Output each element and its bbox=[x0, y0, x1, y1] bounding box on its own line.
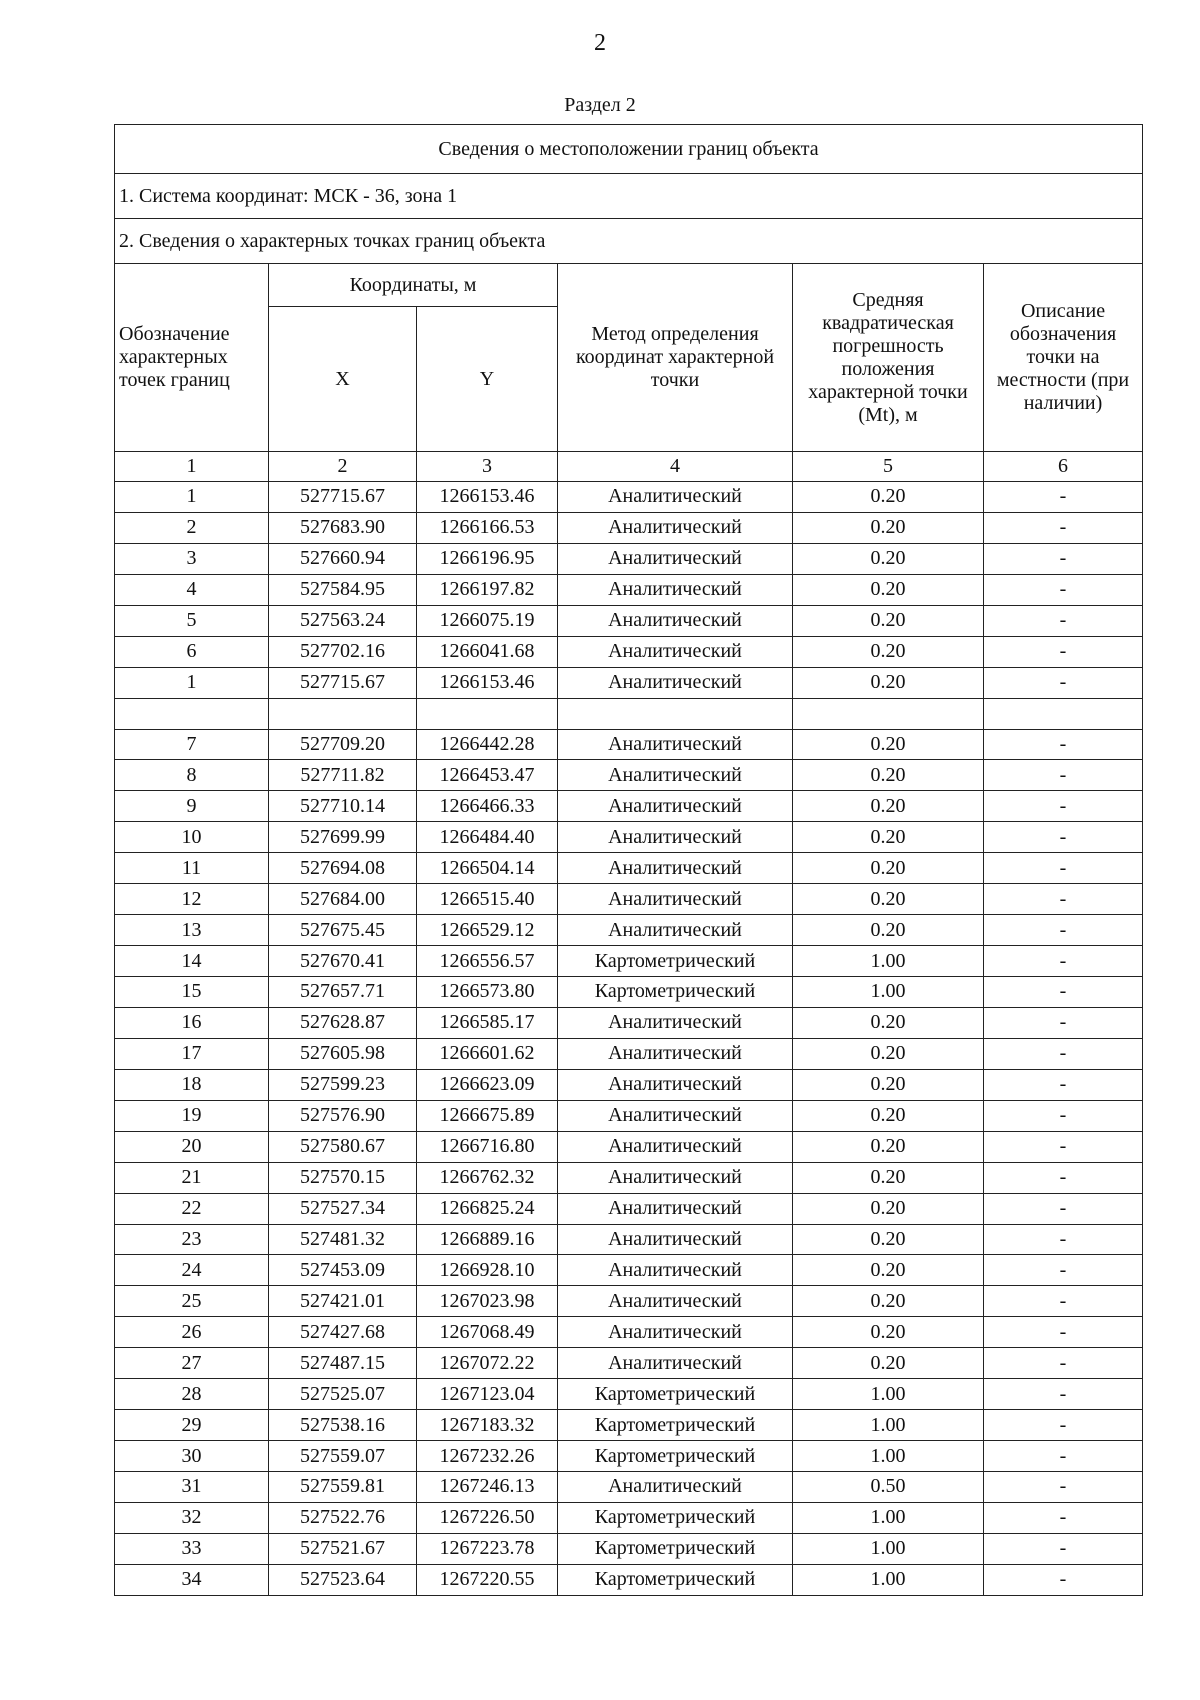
header-row-1 bbox=[115, 264, 1143, 307]
header-description: Описание обозначения точки на местности (при наличии) bbox=[984, 264, 1143, 452]
point-id-cell: 22 bbox=[115, 1193, 269, 1224]
point-id-cell: 6 bbox=[115, 636, 269, 667]
accuracy-cell: 0.20 bbox=[793, 512, 984, 543]
method-cell: Картометрический bbox=[558, 1502, 793, 1533]
table-row bbox=[115, 853, 1143, 884]
table-row bbox=[115, 1348, 1143, 1379]
y-coord-cell: 1266466.33 bbox=[417, 791, 558, 822]
method-cell: Аналитический bbox=[558, 636, 793, 667]
x-coord-cell: 527715.67 bbox=[269, 482, 417, 513]
y-coord-cell: 1267246.13 bbox=[417, 1472, 558, 1503]
header-method: Метод определения координат характерной точки bbox=[558, 264, 793, 452]
x-coord-cell: 527711.82 bbox=[269, 760, 417, 791]
point-id-cell: 15 bbox=[115, 977, 269, 1008]
description-cell: - bbox=[984, 1348, 1143, 1379]
y-coord-cell: 1267220.55 bbox=[417, 1564, 558, 1595]
point-id-cell: 31 bbox=[115, 1472, 269, 1503]
table-row bbox=[115, 1533, 1143, 1564]
table-row bbox=[115, 884, 1143, 915]
accuracy-cell: 0.20 bbox=[793, 1131, 984, 1162]
description-cell: - bbox=[984, 1441, 1143, 1472]
x-coord-cell: 527563.24 bbox=[269, 605, 417, 636]
table-row bbox=[115, 760, 1143, 791]
description-cell: - bbox=[984, 1131, 1143, 1162]
point-id-cell: 30 bbox=[115, 1441, 269, 1472]
point-id-cell: 23 bbox=[115, 1224, 269, 1255]
point-id-cell: 29 bbox=[115, 1410, 269, 1441]
method-cell: Аналитический bbox=[558, 1131, 793, 1162]
y-coord-cell: 1267123.04 bbox=[417, 1379, 558, 1410]
description-cell: - bbox=[984, 977, 1143, 1008]
description-cell bbox=[984, 698, 1143, 729]
point-id-cell bbox=[115, 698, 269, 729]
method-cell: Аналитический bbox=[558, 1193, 793, 1224]
point-id-cell: 1 bbox=[115, 667, 269, 698]
description-cell: - bbox=[984, 1007, 1143, 1038]
method-cell: Аналитический bbox=[558, 605, 793, 636]
column-number: 1 bbox=[115, 452, 269, 482]
method-cell: Аналитический bbox=[558, 1162, 793, 1193]
accuracy-cell: 1.00 bbox=[793, 1410, 984, 1441]
accuracy-cell: 0.20 bbox=[793, 1100, 984, 1131]
column-number: 4 bbox=[558, 452, 793, 482]
point-id-cell: 11 bbox=[115, 853, 269, 884]
y-coord-cell: 1266675.89 bbox=[417, 1100, 558, 1131]
accuracy-cell: 1.00 bbox=[793, 1379, 984, 1410]
method-cell: Картометрический bbox=[558, 1379, 793, 1410]
accuracy-cell: 0.20 bbox=[793, 915, 984, 946]
description-cell: - bbox=[984, 1038, 1143, 1069]
x-coord-cell: 527670.41 bbox=[269, 946, 417, 977]
y-coord-cell: 1266556.57 bbox=[417, 946, 558, 977]
method-cell: Аналитический bbox=[558, 915, 793, 946]
accuracy-cell: 0.20 bbox=[793, 605, 984, 636]
accuracy-cell: 0.20 bbox=[793, 729, 984, 760]
x-coord-cell: 527427.68 bbox=[269, 1317, 417, 1348]
point-id-cell: 17 bbox=[115, 1038, 269, 1069]
description-cell: - bbox=[984, 1564, 1143, 1595]
x-coord-cell: 527521.67 bbox=[269, 1533, 417, 1564]
table-row bbox=[115, 1193, 1143, 1224]
description-cell: - bbox=[984, 1193, 1143, 1224]
y-coord-cell: 1266153.46 bbox=[417, 667, 558, 698]
point-id-cell: 4 bbox=[115, 574, 269, 605]
table-title-row bbox=[115, 125, 1143, 174]
description-cell: - bbox=[984, 512, 1143, 543]
point-id-cell: 34 bbox=[115, 1564, 269, 1595]
table-row bbox=[115, 791, 1143, 822]
description-cell: - bbox=[984, 1379, 1143, 1410]
x-coord-cell: 527715.67 bbox=[269, 667, 417, 698]
x-coord-cell: 527605.98 bbox=[269, 1038, 417, 1069]
method-cell: Картометрический bbox=[558, 977, 793, 1008]
method-cell bbox=[558, 698, 793, 729]
method-cell: Аналитический bbox=[558, 729, 793, 760]
accuracy-cell bbox=[793, 698, 984, 729]
table-title: Сведения о местоположении границ объекта bbox=[115, 125, 1143, 174]
accuracy-cell: 0.20 bbox=[793, 1348, 984, 1379]
table-row bbox=[115, 822, 1143, 853]
accuracy-cell: 0.20 bbox=[793, 1038, 984, 1069]
y-coord-cell: 1266515.40 bbox=[417, 884, 558, 915]
description-cell: - bbox=[984, 946, 1143, 977]
description-cell: - bbox=[984, 574, 1143, 605]
y-coord-cell: 1267183.32 bbox=[417, 1410, 558, 1441]
method-cell: Картометрический bbox=[558, 1410, 793, 1441]
y-coord-cell: 1266075.19 bbox=[417, 605, 558, 636]
header-coords: Координаты, м bbox=[269, 264, 558, 307]
x-coord-cell: 527570.15 bbox=[269, 1162, 417, 1193]
point-id-cell: 7 bbox=[115, 729, 269, 760]
point-id-cell: 14 bbox=[115, 946, 269, 977]
header-x: X bbox=[269, 307, 417, 452]
x-coord-cell: 527580.67 bbox=[269, 1131, 417, 1162]
accuracy-cell: 0.20 bbox=[793, 1286, 984, 1317]
point-id-cell: 12 bbox=[115, 884, 269, 915]
x-coord-cell: 527710.14 bbox=[269, 791, 417, 822]
description-cell: - bbox=[984, 1162, 1143, 1193]
point-id-cell: 13 bbox=[115, 915, 269, 946]
method-cell: Аналитический bbox=[558, 1472, 793, 1503]
accuracy-cell: 0.20 bbox=[793, 667, 984, 698]
y-coord-cell: 1266453.47 bbox=[417, 760, 558, 791]
method-cell: Аналитический bbox=[558, 1007, 793, 1038]
table-row bbox=[115, 667, 1143, 698]
table-row bbox=[115, 1007, 1143, 1038]
description-cell: - bbox=[984, 636, 1143, 667]
x-coord-cell: 527628.87 bbox=[269, 1007, 417, 1038]
y-coord-cell bbox=[417, 698, 558, 729]
point-id-cell: 2 bbox=[115, 512, 269, 543]
description-cell: - bbox=[984, 1286, 1143, 1317]
accuracy-cell: 0.20 bbox=[793, 574, 984, 605]
table-row bbox=[115, 1564, 1143, 1595]
table-row bbox=[115, 1472, 1143, 1503]
coord-system-text: 1. Система координат: МСК - 36, зона 1 bbox=[115, 174, 1143, 219]
table-row-separator bbox=[115, 698, 1143, 729]
description-cell: - bbox=[984, 1317, 1143, 1348]
method-cell: Аналитический bbox=[558, 1069, 793, 1100]
point-id-cell: 1 bbox=[115, 482, 269, 513]
description-cell: - bbox=[984, 667, 1143, 698]
x-coord-cell: 527702.16 bbox=[269, 636, 417, 667]
method-cell: Аналитический bbox=[558, 1255, 793, 1286]
method-cell: Аналитический bbox=[558, 822, 793, 853]
x-coord-cell: 527559.81 bbox=[269, 1472, 417, 1503]
y-coord-cell: 1267023.98 bbox=[417, 1286, 558, 1317]
point-id-cell: 18 bbox=[115, 1069, 269, 1100]
x-coord-cell: 527683.90 bbox=[269, 512, 417, 543]
x-coord-cell: 527675.45 bbox=[269, 915, 417, 946]
y-coord-cell: 1266928.10 bbox=[417, 1255, 558, 1286]
column-number-row bbox=[115, 452, 1143, 482]
point-id-cell: 3 bbox=[115, 543, 269, 574]
x-coord-cell bbox=[269, 698, 417, 729]
description-cell: - bbox=[984, 1472, 1143, 1503]
accuracy-cell: 0.20 bbox=[793, 791, 984, 822]
boundary-points-table bbox=[114, 124, 1143, 1596]
x-coord-cell: 527694.08 bbox=[269, 853, 417, 884]
accuracy-cell: 0.20 bbox=[793, 822, 984, 853]
column-number: 6 bbox=[984, 452, 1143, 482]
accuracy-cell: 0.20 bbox=[793, 1224, 984, 1255]
table-row bbox=[115, 605, 1143, 636]
point-id-cell: 26 bbox=[115, 1317, 269, 1348]
table-row bbox=[115, 1502, 1143, 1533]
accuracy-cell: 1.00 bbox=[793, 1533, 984, 1564]
accuracy-cell: 0.20 bbox=[793, 1162, 984, 1193]
description-cell: - bbox=[984, 1502, 1143, 1533]
accuracy-cell: 0.20 bbox=[793, 760, 984, 791]
y-coord-cell: 1267226.50 bbox=[417, 1502, 558, 1533]
y-coord-cell: 1266889.16 bbox=[417, 1224, 558, 1255]
accuracy-cell: 0.20 bbox=[793, 1069, 984, 1100]
table-row bbox=[115, 636, 1143, 667]
table-row bbox=[115, 729, 1143, 760]
accuracy-cell: 1.00 bbox=[793, 1564, 984, 1595]
description-cell: - bbox=[984, 482, 1143, 513]
description-cell: - bbox=[984, 822, 1143, 853]
method-cell: Аналитический bbox=[558, 760, 793, 791]
point-id-cell: 28 bbox=[115, 1379, 269, 1410]
table-row bbox=[115, 1100, 1143, 1131]
x-coord-cell: 527538.16 bbox=[269, 1410, 417, 1441]
description-cell: - bbox=[984, 760, 1143, 791]
description-cell: - bbox=[984, 1224, 1143, 1255]
method-cell: Аналитический bbox=[558, 1100, 793, 1131]
point-id-cell: 21 bbox=[115, 1162, 269, 1193]
y-coord-cell: 1266623.09 bbox=[417, 1069, 558, 1100]
x-coord-cell: 527699.99 bbox=[269, 822, 417, 853]
y-coord-cell: 1266166.53 bbox=[417, 512, 558, 543]
header-point-id: Обозначение характерных точек границ bbox=[115, 264, 269, 452]
table-row bbox=[115, 1379, 1143, 1410]
description-cell: - bbox=[984, 1255, 1143, 1286]
x-coord-cell: 527481.32 bbox=[269, 1224, 417, 1255]
method-cell: Аналитический bbox=[558, 543, 793, 574]
table-row bbox=[115, 1255, 1143, 1286]
point-id-cell: 32 bbox=[115, 1502, 269, 1533]
point-id-cell: 25 bbox=[115, 1286, 269, 1317]
method-cell: Аналитический bbox=[558, 884, 793, 915]
y-coord-cell: 1266716.80 bbox=[417, 1131, 558, 1162]
y-coord-cell: 1267232.26 bbox=[417, 1441, 558, 1472]
method-cell: Аналитический bbox=[558, 1038, 793, 1069]
point-id-cell: 19 bbox=[115, 1100, 269, 1131]
method-cell: Картометрический bbox=[558, 1564, 793, 1595]
description-cell: - bbox=[984, 853, 1143, 884]
table-row bbox=[115, 1317, 1143, 1348]
description-cell: - bbox=[984, 1410, 1143, 1441]
y-coord-cell: 1266573.80 bbox=[417, 977, 558, 1008]
x-coord-cell: 527660.94 bbox=[269, 543, 417, 574]
column-number: 2 bbox=[269, 452, 417, 482]
y-coord-cell: 1266585.17 bbox=[417, 1007, 558, 1038]
x-coord-cell: 527709.20 bbox=[269, 729, 417, 760]
x-coord-cell: 527527.34 bbox=[269, 1193, 417, 1224]
accuracy-cell: 1.00 bbox=[793, 977, 984, 1008]
y-coord-cell: 1266504.14 bbox=[417, 853, 558, 884]
x-coord-cell: 527421.01 bbox=[269, 1286, 417, 1317]
description-cell: - bbox=[984, 543, 1143, 574]
method-cell: Аналитический bbox=[558, 1317, 793, 1348]
description-cell: - bbox=[984, 1533, 1143, 1564]
x-coord-cell: 527657.71 bbox=[269, 977, 417, 1008]
accuracy-cell: 1.00 bbox=[793, 1502, 984, 1533]
x-coord-cell: 527559.07 bbox=[269, 1441, 417, 1472]
accuracy-cell: 0.20 bbox=[793, 482, 984, 513]
point-id-cell: 27 bbox=[115, 1348, 269, 1379]
x-coord-cell: 527525.07 bbox=[269, 1379, 417, 1410]
accuracy-cell: 0.20 bbox=[793, 1193, 984, 1224]
accuracy-cell: 0.20 bbox=[793, 884, 984, 915]
method-cell: Аналитический bbox=[558, 482, 793, 513]
point-id-cell: 24 bbox=[115, 1255, 269, 1286]
y-coord-cell: 1266484.40 bbox=[417, 822, 558, 853]
point-id-cell: 9 bbox=[115, 791, 269, 822]
description-cell: - bbox=[984, 915, 1143, 946]
coord-system-row bbox=[115, 174, 1143, 219]
x-coord-cell: 527522.76 bbox=[269, 1502, 417, 1533]
x-coord-cell: 527523.64 bbox=[269, 1564, 417, 1595]
description-cell: - bbox=[984, 1100, 1143, 1131]
accuracy-cell: 0.50 bbox=[793, 1472, 984, 1503]
table-row bbox=[115, 574, 1143, 605]
y-coord-cell: 1267072.22 bbox=[417, 1348, 558, 1379]
y-coord-cell: 1266762.32 bbox=[417, 1162, 558, 1193]
table-row bbox=[115, 1410, 1143, 1441]
section-title: Раздел 2 bbox=[564, 94, 636, 116]
table-row bbox=[115, 946, 1143, 977]
y-coord-cell: 1266529.12 bbox=[417, 915, 558, 946]
point-id-cell: 8 bbox=[115, 760, 269, 791]
y-coord-cell: 1266041.68 bbox=[417, 636, 558, 667]
method-cell: Аналитический bbox=[558, 1286, 793, 1317]
x-coord-cell: 527487.15 bbox=[269, 1348, 417, 1379]
y-coord-cell: 1266153.46 bbox=[417, 482, 558, 513]
method-cell: Аналитический bbox=[558, 667, 793, 698]
accuracy-cell: 1.00 bbox=[793, 946, 984, 977]
description-cell: - bbox=[984, 884, 1143, 915]
accuracy-cell: 0.20 bbox=[793, 1007, 984, 1038]
x-coord-cell: 527576.90 bbox=[269, 1100, 417, 1131]
table-row bbox=[115, 1224, 1143, 1255]
accuracy-cell: 0.20 bbox=[793, 1317, 984, 1348]
x-coord-cell: 527684.00 bbox=[269, 884, 417, 915]
description-cell: - bbox=[984, 605, 1143, 636]
table-row bbox=[115, 977, 1143, 1008]
y-coord-cell: 1266442.28 bbox=[417, 729, 558, 760]
method-cell: Картометрический bbox=[558, 946, 793, 977]
column-number: 5 bbox=[793, 452, 984, 482]
accuracy-cell: 0.20 bbox=[793, 636, 984, 667]
y-coord-cell: 1266601.62 bbox=[417, 1038, 558, 1069]
method-cell: Аналитический bbox=[558, 791, 793, 822]
header-y: Y bbox=[417, 307, 558, 452]
points-heading-text: 2. Сведения о характерных точках границ объекта bbox=[115, 219, 1143, 264]
table-row bbox=[115, 1038, 1143, 1069]
points-heading-row bbox=[115, 219, 1143, 264]
table-row bbox=[115, 1162, 1143, 1193]
x-coord-cell: 527584.95 bbox=[269, 574, 417, 605]
table-row bbox=[115, 1069, 1143, 1100]
table-row bbox=[115, 1441, 1143, 1472]
point-id-cell: 20 bbox=[115, 1131, 269, 1162]
table-row bbox=[115, 482, 1143, 513]
method-cell: Аналитический bbox=[558, 1224, 793, 1255]
x-coord-cell: 527453.09 bbox=[269, 1255, 417, 1286]
point-id-cell: 33 bbox=[115, 1533, 269, 1564]
y-coord-cell: 1266197.82 bbox=[417, 574, 558, 605]
point-id-cell: 16 bbox=[115, 1007, 269, 1038]
method-cell: Картометрический bbox=[558, 1441, 793, 1472]
header-accuracy: Средняя квадратическая погрешность положения характерной точки (Mt), м bbox=[793, 264, 984, 452]
y-coord-cell: 1267068.49 bbox=[417, 1317, 558, 1348]
accuracy-cell: 0.20 bbox=[793, 1255, 984, 1286]
description-cell: - bbox=[984, 1069, 1143, 1100]
description-cell: - bbox=[984, 729, 1143, 760]
table-row bbox=[115, 915, 1143, 946]
table-row bbox=[115, 512, 1143, 543]
y-coord-cell: 1267223.78 bbox=[417, 1533, 558, 1564]
y-coord-cell: 1266825.24 bbox=[417, 1193, 558, 1224]
accuracy-cell: 0.20 bbox=[793, 543, 984, 574]
point-id-cell: 10 bbox=[115, 822, 269, 853]
method-cell: Аналитический bbox=[558, 512, 793, 543]
x-coord-cell: 527599.23 bbox=[269, 1069, 417, 1100]
point-id-cell: 5 bbox=[115, 605, 269, 636]
method-cell: Аналитический bbox=[558, 1348, 793, 1379]
method-cell: Аналитический bbox=[558, 853, 793, 884]
column-number: 3 bbox=[417, 452, 558, 482]
accuracy-cell: 0.20 bbox=[793, 853, 984, 884]
description-cell: - bbox=[984, 791, 1143, 822]
y-coord-cell: 1266196.95 bbox=[417, 543, 558, 574]
table-row bbox=[115, 1131, 1143, 1162]
accuracy-cell: 1.00 bbox=[793, 1441, 984, 1472]
table-row bbox=[115, 543, 1143, 574]
method-cell: Картометрический bbox=[558, 1533, 793, 1564]
table-row bbox=[115, 1286, 1143, 1317]
method-cell: Аналитический bbox=[558, 574, 793, 605]
page-number: 2 bbox=[594, 30, 606, 56]
